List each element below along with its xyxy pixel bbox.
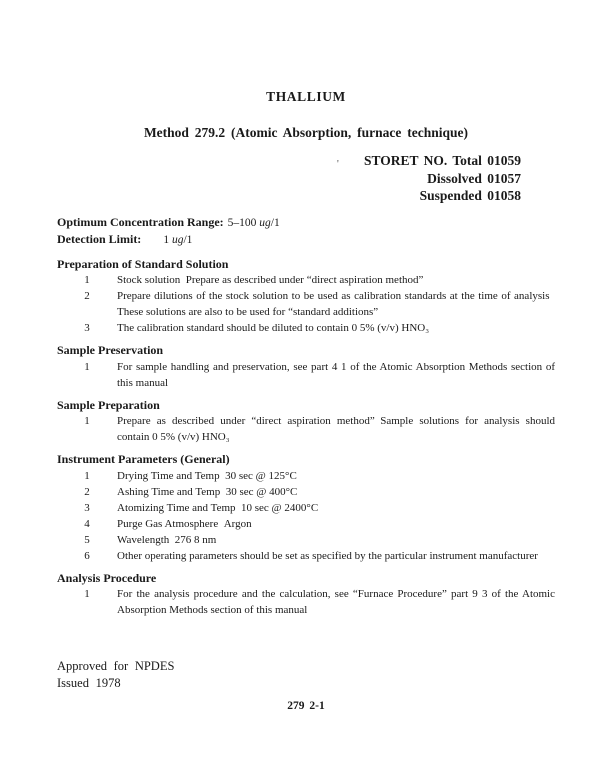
- method-subtitle: Method 279.2 (Atomic Absorption, furnace technique): [143, 125, 469, 140]
- item-number: 1: [84, 415, 90, 427]
- item-number: 3: [84, 322, 90, 334]
- item-number: 1: [84, 588, 90, 600]
- item-number: 2: [84, 485, 90, 498]
- item-text: Prepare dilutions of the stock solution to be used as calibration standards at the time of analysis These solutions are also to be used for “standard additions”: [117, 290, 555, 318]
- spec-value-suffix: /1: [183, 233, 193, 246]
- section-analysis-procedure: [57, 570, 555, 619]
- list-item: [57, 468, 555, 484]
- item-number: 3: [84, 501, 90, 514]
- item-text: Drying Time and Temp 30 sec @ 125°C: [117, 469, 297, 482]
- list-item: [57, 413, 555, 445]
- list-item: [57, 500, 555, 516]
- section-sample-preparation: [57, 397, 555, 446]
- item-number: 2: [84, 290, 90, 302]
- spec-value-detection-limit: [163, 234, 192, 246]
- list-item: [57, 288, 555, 320]
- item-text: Wavelength 276 8 nm: [117, 533, 217, 546]
- footer-approved: Approved for NPDES: [57, 659, 175, 673]
- item-text: Purge Gas Atmosphere Argon: [117, 517, 252, 530]
- storet-block: [57, 152, 555, 205]
- item-text: Stock solution Prepare as described under “direct aspiration method”: [117, 274, 424, 286]
- section-list: [57, 256, 555, 619]
- footer-block: [57, 658, 555, 692]
- item-number: 1: [84, 360, 90, 373]
- page-number: 279 2-1: [287, 700, 325, 712]
- list-item: [57, 484, 555, 500]
- spec-label-optimum-range: Optimum Concentration Range:: [57, 214, 224, 229]
- section-heading: Sample Preservation: [57, 343, 164, 357]
- spec-value-optimum-range: [228, 217, 280, 229]
- item-text: Other operating parameters should be set as specified by the particular instrument manufacturer: [117, 549, 538, 562]
- item-number: 5: [84, 533, 90, 546]
- list-item: [57, 586, 555, 618]
- section-heading: Analysis Procedure: [57, 570, 157, 585]
- section-heading: Preparation of Standard Solution: [57, 256, 229, 271]
- item-text: Prepare as described under “direct aspiration method” Sample solutions for analysis should contain 0 5% (v/v) HNO₃: [117, 415, 555, 443]
- section-sample-preservation: [57, 342, 555, 391]
- item-number: 6: [84, 549, 90, 562]
- spec-list: [57, 214, 555, 248]
- spec-value-prefix: 5–100: [227, 216, 260, 229]
- storet-line-dissolved: Dissolved 01057: [427, 170, 521, 186]
- spec-row-detection-limit: [57, 231, 555, 248]
- footer-issued: Issued 1978: [57, 676, 121, 690]
- item-number: 1: [84, 274, 90, 286]
- item-text: Atomizing Time and Temp 10 sec @ 2400°C: [117, 501, 319, 514]
- spec-row-optimum-range: [57, 214, 555, 231]
- item-text: For the analysis procedure and the calculation, see “Furnace Procedure” part 9 3 of the Atomic Absorption Methods section of this manual: [117, 588, 555, 616]
- spec-value-suffix: /1: [270, 216, 280, 229]
- item-number: 1: [84, 469, 90, 482]
- spec-value-unit: ug: [171, 233, 184, 246]
- section-instrument-parameters: [57, 451, 555, 564]
- section-heading: Sample Preparation: [57, 397, 160, 412]
- item-text: For sample handling and preservation, see part 4 1 of the Atomic Absorption Methods section of this manual: [117, 360, 555, 389]
- list-item: [57, 320, 555, 336]
- item-number: 4: [84, 517, 90, 530]
- storet-line-suspended: Suspended 01058: [419, 188, 521, 203]
- list-item: [57, 548, 555, 564]
- stray-mark: ': [337, 159, 339, 170]
- list-item: [57, 532, 555, 548]
- section-heading: Instrument Parameters (General): [57, 452, 230, 466]
- section-preparation-standard-solution: [57, 256, 555, 337]
- list-item: [57, 272, 555, 288]
- item-text: The calibration standard should be diluted to contain 0 5% (v/v) HNO₃: [117, 322, 430, 334]
- list-item: [57, 359, 555, 391]
- list-item: [57, 516, 555, 532]
- spec-value-unit: ug: [259, 216, 271, 229]
- storet-line-total: STORET NO. Total 01059: [363, 153, 521, 168]
- spec-label-detection-limit: Detection Limit:: [57, 231, 142, 246]
- spec-value-prefix: 1: [163, 233, 172, 246]
- page-title: THALLIUM: [266, 89, 346, 104]
- item-text: Ashing Time and Temp 30 sec @ 400°C: [117, 485, 298, 498]
